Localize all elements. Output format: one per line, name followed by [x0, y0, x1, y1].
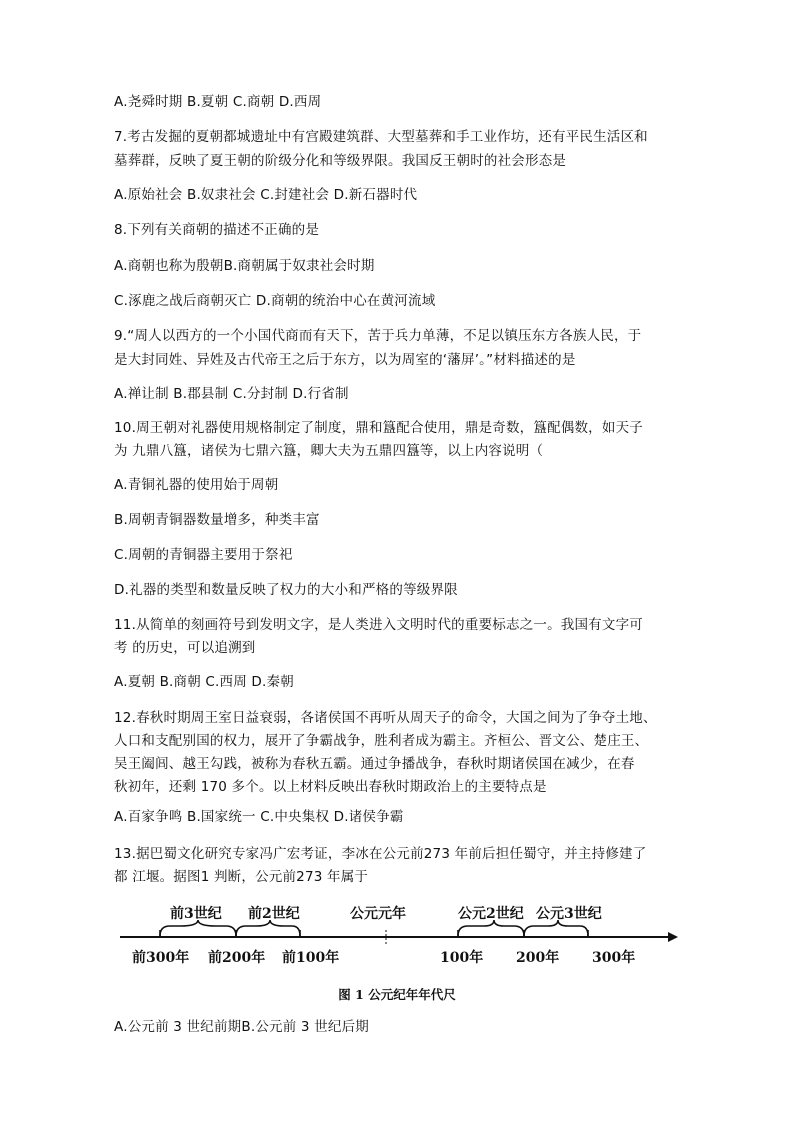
q11-options: A.夏朝 B.商朝 C.西周 D.秦朝 — [114, 674, 294, 690]
q10-stem-line-1: 10.周王朝对礼器使用规格制定了制度，鼎和簋配合使用，鼎是奇数，簋配偶数，如天子 — [114, 420, 643, 436]
q10-option-a: A.青铜礼器的使用始于周朝 — [114, 477, 279, 493]
q11-stem-line-2: 考 的历史，可以追溯到 — [114, 640, 256, 656]
tick-label-bc300: 前300年 — [132, 950, 190, 966]
q11-stem-line-1: 11.从简单的刻画符号到发明文字，是人类进入文明时代的重要标志之一。我国有文字可 — [114, 617, 643, 633]
q8-stem: 8.下列有关商朝的描述不正确的是 — [114, 222, 320, 238]
figure-caption: 图 1 公元纪年年代尺 — [338, 987, 456, 1002]
q12-stem-line-3: 吴王阖闾、越王勾践，被称为春秋五霸。通过争播战争，春秋时期诸侯国在减少，在春 — [114, 756, 635, 772]
year-one-label: 公元元年 — [350, 906, 406, 922]
q10-option-c: C.周朝的青铜器主要用于祭祀 — [114, 547, 293, 563]
q12-stem-line-1: 12.春秋时期周王室日益衰弱，各诸侯国不再听从周天子的命令，大国之间为了争夺土地、 — [114, 710, 657, 726]
q10-option-b: B.周朝青铜器数量增多，种类丰富 — [114, 512, 320, 528]
q9-stem-line-2: 是大封同姓、异姓及古代帝王之后于东方，以为周室的‘藩屏’。”材料描述的是 — [114, 352, 576, 368]
tick-label-bc200: 前200年 — [208, 950, 266, 966]
tick-label-ad300: 300年 — [592, 950, 636, 966]
q8-options-ab: A.商朝也称为殷朝B.商朝属于奴隶社会时期 — [114, 258, 375, 274]
q12-options: A.百家争鸣 B.国家统一 C.中央集权 D.诸侯争霸 — [114, 809, 404, 825]
brace-bc3 — [160, 920, 236, 936]
brace-ad3 — [524, 920, 588, 936]
century-label-ad3: 公元3世纪 — [536, 906, 602, 922]
q6-options: A.尧舜时期 B.夏朝 C.商朝 D.西周 — [114, 94, 322, 110]
q10-stem-line-2: 为 九鼎八簋，诸侯为七鼎六簋，卿大夫为五鼎四簋等，以上内容说明（ — [114, 443, 544, 459]
q13-stem-line-2: 都 江堰。据图1 判断，公元前273 年属于 — [114, 869, 369, 885]
q12-stem-line-4: 秋初年，还剩 170 多个。以上材料反映出春秋时期政治上的主要特点是 — [114, 779, 547, 795]
timeline-figure — [112, 894, 682, 970]
brace-bc2 — [236, 920, 300, 936]
century-label-ad2: 公元2世纪 — [458, 906, 524, 922]
century-label-bc2: 前2世纪 — [248, 906, 300, 922]
q7-options: A.原始社会 B.奴隶社会 C.封建社会 D.新石器时代 — [114, 187, 418, 203]
q7-stem-line-2: 墓葬群，反映了夏王朝的阶级分化和等级界限。我国反王朝时的社会形态是 — [114, 153, 567, 169]
q12-stem-line-2: 人口和支配别国的权力，展开了争霸战争，胜利者成为霸主。齐桓公、晋文公、楚庄王、 — [114, 733, 649, 749]
q9-options: A.禅让制 B.郡县制 C.分封制 D.行省制 — [114, 386, 349, 402]
tick-label-ad100: 100年 — [440, 950, 484, 966]
q7-stem-line-1: 7.考古发掘的夏朝都城遗址中有宫殿建筑群、大型墓葬和手工业作坊，还有平民生活区和 — [114, 129, 648, 145]
tick-label-ad200: 200年 — [516, 950, 560, 966]
q9-stem-line-1: 9.“周人以西方的一个小国代商而有天下，苦于兵力单薄，不足以镇压东方各族人民，于 — [114, 328, 642, 344]
q13-options: A.公元前 3 世纪前期B.公元前 3 世纪后期 — [114, 1019, 369, 1035]
q13-stem-line-1: 13.据巴蜀文化研究专家冯广宏考证，李冰在公元前273 年前后担任蜀守，并主持修建了 — [114, 846, 647, 862]
q10-option-d: D.礼器的类型和数量反映了权力的大小和严格的等级界限 — [114, 582, 458, 598]
tick-label-bc100: 前100年 — [282, 950, 340, 966]
q8-options-cd: C.涿鹿之战后商朝灭亡 D.商朝的统治中心在黄河流域 — [114, 293, 436, 309]
century-label-bc3: 前3世纪 — [170, 906, 222, 922]
arrow-icon — [668, 932, 678, 942]
brace-ad2 — [458, 920, 524, 936]
